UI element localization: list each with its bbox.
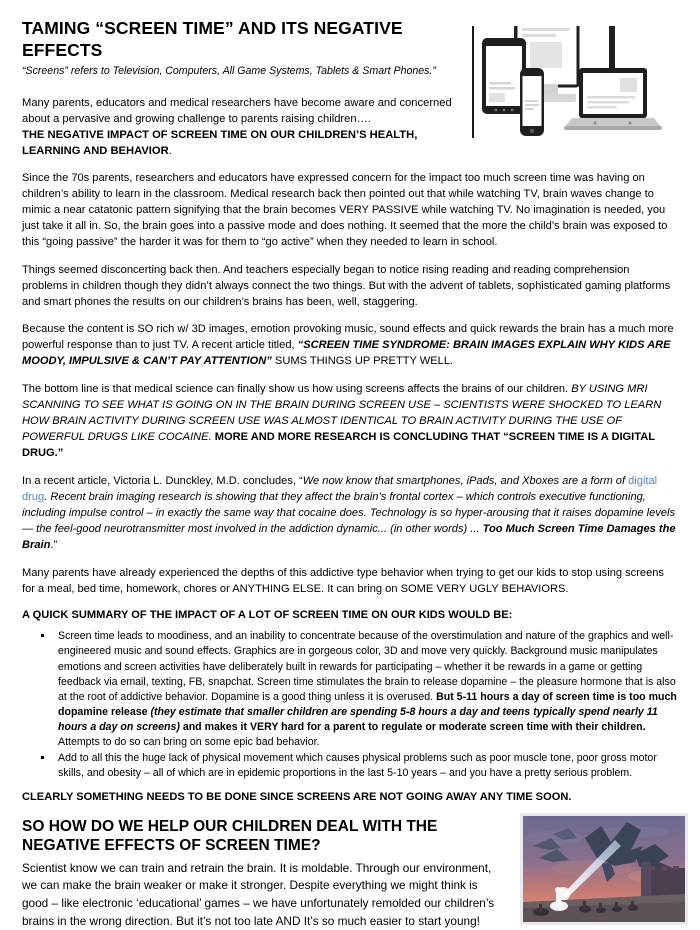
intro-lead: Many parents, educators and medical researchers have become aware and concerned about a pervasive and growing challenge to parents raising children…. [22,96,452,125]
paragraph-disconcerting: Things seemed disconcerting back then. And teachers especially began to notice rising reading and reading comprehension problems in children though they didn’t always connect the two things. But with the advent of tablets, sophisticated gaming platforms and smart phones the results on our children’s brains has been, well, staggering. [22,263,671,308]
paragraph-70s: Since the 70s parents, researchers and educators have expressed concern for the impact too much screen time was having on children’s ability to learn in the classroom. Medical research back then pointed out that while watching TV, brain waves change to mimic a near catatonic pattern signifying that the brain becomes VERY PASSIVE while watching TV. No imagination is needed, you just take it all in. So, the brain goes into a passive mode and does nothing. It seemed that the more the child’s brain was exposed to this “going passive” the harder it was for them to “go active” when they needed to learn in school. [22,171,668,249]
bottom-section [22,817,678,930]
list-item [22,629,678,749]
bullet1-bold-1: But 5-11 hours a day of screen time is too much dopamine release [58,690,677,718]
bottom-text-column [22,817,512,930]
devices-image [472,26,700,138]
closing-statement: CLEARLY SOMETHING NEEDS TO BE DONE SINCE SCREENS ARE NOT GOING AWAY ANY TIME SOON. [22,790,572,803]
paragraph-many-parents: Many parents have already experienced the depths of this addictive type behavior when trying to get our kids to stop using screens for a meal, bed time, homework, chores or ANYTHING ELSE. It can bring on SOME VERY UGLY BEHAVIORS. [22,566,664,595]
document-header [22,18,678,160]
digital-drug-bold-text: MORE AND MORE RESEARCH IS CONCLUDING THAT “SCREEN TIME IS A DIGITAL DRUG.” [22,431,655,460]
devices-illustration [474,26,700,138]
p3-text-b: SUMS THINGS UP PRETTY WELL. [271,355,454,368]
summary-heading: A QUICK SUMMARY OF THE IMPACT OF A LOT OF SCREEN TIME ON OUR KIDS WOULD BE: [22,608,513,621]
p5-end: .” [50,539,58,552]
intro-paragraph [22,95,452,160]
intro-period: . [168,145,172,158]
summary-bullet-list [22,629,678,780]
paragraph-content-rich [22,321,678,370]
bullet2-text: Add to all this the huge lack of physical movement which causes physical problems such as poor muscle tone, poor gross motor skills, and obesity – all of which are in epidemic proportions in the last 5-10 years – and you have a pretty serious problem. [58,751,657,779]
mri-italic-text: BY USING MRI SCANNING TO SEE WHAT IS GOING ON IN THE BRAIN DURING SCREEN USE – SCIENTISTS WERE SHOCKED TO LEARN HOW BRAIN ACTIVITY DURING SCREEN USE WAS ALMOST IDENTICAL TO BRAIN ACTIVITY DURING THE USE OF POWERFUL DRUGS LIKE COCAINE. [22,382,662,444]
bullet1-text-b: Attempts to do so can bring on some epic bad behavior. [58,735,320,748]
page-subtitle: “Screens” refers to Television, Computers, All Game Systems, Tablets & Smart Phones.” [22,65,436,78]
p5-intro-text: In a recent article, Victoria L. Dunckley, M.D. concludes, “ [22,474,303,487]
p4-text-a: The bottom line is that medical science can finally show us how using screens affects the brains of our children. [22,382,572,395]
section2-paragraph: Scientist know we can train and retrain the brain. It is moldable. Through our environment, we can make the brain weaker or make it stronger. Despite everything we might think is good – like electronic ‘educational’ games – we have unfortunately remolded our children’s brains in the wrong direction. But it’s not too late AND It’s so much easier to start young! [22,860,495,928]
list-item [22,751,678,781]
intro-bold-tail: THE NEGATIVE IMPACT OF SCREEN TIME ON OUR CHILDREN’S HEALTH, LEARNING AND BEHAVIOR [22,129,418,158]
p5-quote-b: . Recent brain imaging research is showing that they affect the brain’s frontal cortex – which controls executive functioning, including impulse control – in exactly the same way that cocaine does. Technology is so hyper-arousing that it raises dopamine levels — the feel-good neurotransmitter most involved in the addiction dynamic... (in other words) ... [22,490,676,536]
dragons-image [520,813,688,925]
too-much-screen-time-bold: Too Much Screen Time Damages the Brain [22,523,676,552]
bullet1-bold-italic: (they estimate that smaller children are spending 5-8 hours a day and teens typically spend nearly 11 hours a day on screens) [58,705,658,733]
dragons-illustration [523,816,685,922]
article-title-quote: “SCREEN TIME SYNDROME: BRAIN IMAGES EXPLAIN WHY KIDS ARE MOODY, IMPULSIVE & CAN’T PAY ATTENTION” [22,339,671,368]
title-column [22,18,462,160]
section2-heading: SO HOW DO WE HELP OUR CHILDREN DEAL WITH THE NEGATIVE EFFECTS OF SCREEN TIME? [22,817,438,855]
p5-quote-a: We now know that smartphones, iPads, and Xboxes are a form of [302,474,629,487]
bullet1-text-a: Screen time leads to moodiness, and an inability to concentrate because of the overstimulation and nature of the graphics and well-engineered music and sound effects. Graphics are in gorgeous color, 3D and move very quickly. Background music manipulates emotions and screen activities have deliberately built in rewards for participating – whether it be rewards in a game or getting feedback via email, texting, FB, snapchat. Screen time stimulates the brain to release dopamine – the pleasure hormone that is also at the root of addictive behavior. Dopamine is a good thing unless it is overused. [58,630,676,703]
paragraph-dunckley [22,473,678,554]
paragraph-mri [22,381,678,462]
digital-drug-link[interactable]: digital drug [22,474,658,503]
bullet1-bold-2: and makes it VERY hard for a parent to regulate or moderate screen time with their children. [179,720,646,733]
p3-text-a: Because the content is SO rich w/ 3D images, emotion provoking music, sound effects and quick rewards the brain has a much more powerful response than to just TV. A recent article titled, [22,323,674,352]
page-title: TAMING “SCREEN TIME” AND ITS NEGATIVE EFFECTS [22,18,403,60]
